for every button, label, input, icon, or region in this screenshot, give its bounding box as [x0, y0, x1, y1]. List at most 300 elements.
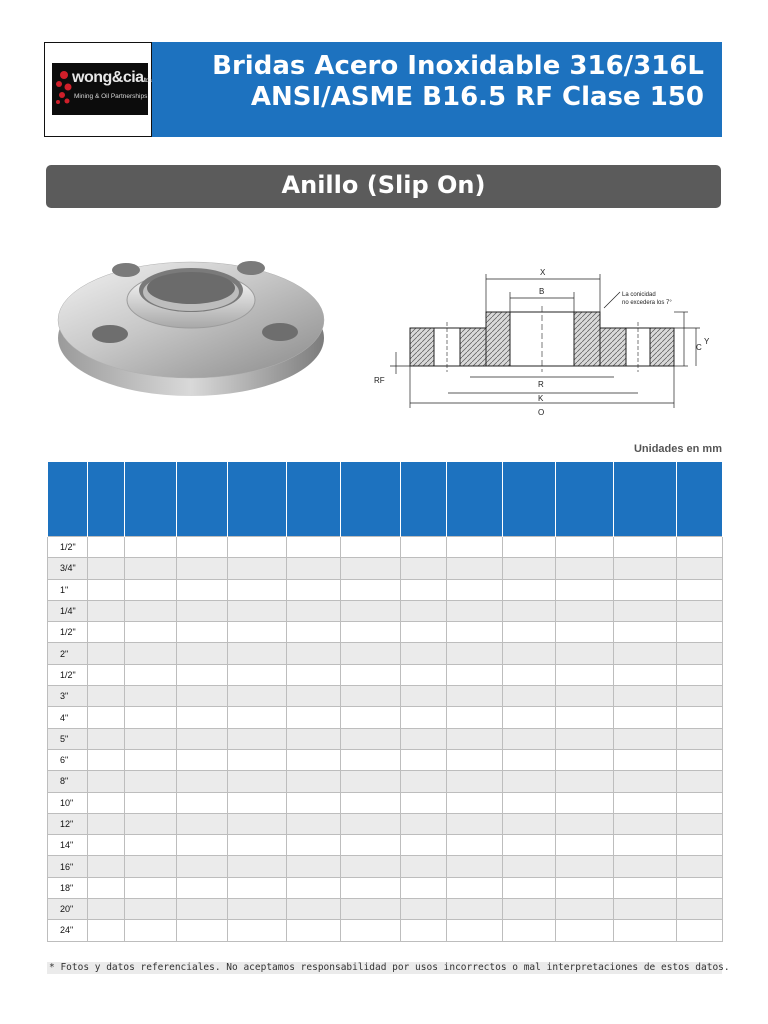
table-cell [287, 686, 341, 707]
table-cell [125, 728, 177, 749]
table-row [48, 813, 723, 834]
section-title: Anillo (Slip On) [281, 171, 486, 199]
table-cell [556, 579, 614, 600]
dim-label-k: K [538, 394, 544, 403]
table-cell [447, 537, 503, 558]
table-header-cell [401, 462, 447, 537]
table-cell [125, 643, 177, 664]
dim-label-r: R [538, 380, 544, 389]
table-cell [177, 877, 228, 898]
table-cell [88, 920, 125, 941]
table-cell [88, 749, 125, 770]
table-cell [503, 686, 556, 707]
table-cell [177, 813, 228, 834]
table-cell [503, 920, 556, 941]
table-row [48, 600, 723, 621]
table-cell [677, 579, 723, 600]
table-cell [556, 749, 614, 770]
table-row [48, 643, 723, 664]
table-cell [228, 558, 287, 579]
table-cell [401, 899, 447, 920]
table-row [48, 664, 723, 685]
table-header-cell [341, 462, 401, 537]
table-cell [177, 899, 228, 920]
dim-label-y: Y [704, 337, 710, 346]
table-cell [125, 813, 177, 834]
table-row [48, 707, 723, 728]
table-cell [88, 813, 125, 834]
table-header-cell [48, 462, 88, 537]
table-cell [503, 579, 556, 600]
table-cell [447, 579, 503, 600]
dim-label-b: B [539, 287, 545, 296]
dimensions-table [47, 462, 722, 942]
nominal-size-cell: 2" [48, 643, 88, 664]
table-header-cell [88, 462, 125, 537]
table-cell [125, 664, 177, 685]
table-cell [287, 771, 341, 792]
table-cell [177, 835, 228, 856]
table-cell [401, 537, 447, 558]
table-cell [88, 707, 125, 728]
table-cell [177, 558, 228, 579]
table-cell [503, 600, 556, 621]
nominal-size-cell: 5" [48, 728, 88, 749]
table-cell [287, 813, 341, 834]
table-cell [556, 537, 614, 558]
table-cell [177, 792, 228, 813]
table-cell [125, 792, 177, 813]
table-cell [341, 835, 401, 856]
table-cell [556, 686, 614, 707]
table-cell [88, 643, 125, 664]
table-cell [228, 600, 287, 621]
table-cell [88, 600, 125, 621]
table-cell [88, 877, 125, 898]
table-cell [447, 707, 503, 728]
table-row [48, 537, 723, 558]
table-cell [556, 899, 614, 920]
flange-photo [56, 248, 326, 398]
table-cell [614, 813, 677, 834]
table-cell [556, 856, 614, 877]
table-cell [614, 686, 677, 707]
table-cell [341, 686, 401, 707]
table-cell [503, 813, 556, 834]
table-cell [401, 558, 447, 579]
table-cell [677, 707, 723, 728]
table-cell [614, 537, 677, 558]
table-cell [556, 771, 614, 792]
logo-badge [52, 63, 152, 115]
table-cell [614, 728, 677, 749]
table-cell [341, 920, 401, 941]
dim-label-x: X [540, 268, 546, 277]
table-cell [125, 600, 177, 621]
nominal-size-cell: 3/4" [48, 558, 88, 579]
table-row [48, 856, 723, 877]
nominal-size-cell: 1/2" [48, 664, 88, 685]
table-cell [447, 749, 503, 770]
table-cell [228, 899, 287, 920]
table-cell [677, 558, 723, 579]
table-cell [401, 749, 447, 770]
table-cell [447, 899, 503, 920]
table-cell [228, 771, 287, 792]
dim-label-c: C [696, 343, 702, 352]
table-cell [177, 622, 228, 643]
table-cell [447, 920, 503, 941]
table-cell [341, 728, 401, 749]
nominal-size-cell: 4" [48, 707, 88, 728]
table-cell [401, 728, 447, 749]
table-cell [125, 920, 177, 941]
table-cell [401, 835, 447, 856]
table-cell [228, 856, 287, 877]
table-cell [614, 877, 677, 898]
table-cell [88, 664, 125, 685]
table-cell [287, 792, 341, 813]
table-cell [125, 749, 177, 770]
table-cell [677, 749, 723, 770]
nominal-size-cell: 16" [48, 856, 88, 877]
table-cell [556, 600, 614, 621]
taper-note-line-1: La conicidad [622, 292, 656, 298]
table-row [48, 899, 723, 920]
table-cell [228, 686, 287, 707]
table-cell [614, 771, 677, 792]
table-cell [228, 579, 287, 600]
table-cell [341, 792, 401, 813]
table-cell [447, 728, 503, 749]
table-row [48, 558, 723, 579]
table-cell [556, 643, 614, 664]
title-banner [152, 42, 722, 137]
table-cell [503, 899, 556, 920]
table-cell [677, 600, 723, 621]
table-cell [677, 771, 723, 792]
table-cell [287, 728, 341, 749]
table-cell [228, 622, 287, 643]
table-cell [401, 813, 447, 834]
title-line-1: Bridas Acero Inoxidable 316/316L [212, 51, 704, 81]
table-cell [177, 749, 228, 770]
table-cell [88, 792, 125, 813]
taper-note-line-2: no excedera los 7° [622, 300, 672, 306]
table-cell [677, 686, 723, 707]
table-cell [228, 920, 287, 941]
table-cell [177, 686, 228, 707]
table-cell [88, 771, 125, 792]
table-cell [341, 877, 401, 898]
table-cell [341, 579, 401, 600]
table-cell [614, 856, 677, 877]
table-cell [177, 600, 228, 621]
nominal-size-cell: 24" [48, 920, 88, 941]
table-cell [556, 877, 614, 898]
page-header [44, 42, 722, 137]
table-header-cell [614, 462, 677, 537]
table-cell [677, 792, 723, 813]
table-cell [341, 771, 401, 792]
table-cell [228, 835, 287, 856]
table-cell [677, 622, 723, 643]
table-cell [503, 877, 556, 898]
table-cell [341, 899, 401, 920]
table-cell [125, 707, 177, 728]
table-cell [287, 558, 341, 579]
table-header-cell [503, 462, 556, 537]
table-cell [677, 899, 723, 920]
nominal-size-cell: 14" [48, 835, 88, 856]
table-cell [447, 600, 503, 621]
table-row [48, 877, 723, 898]
title-line-2: ANSI/ASME B16.5 RF Clase 150 [250, 82, 704, 112]
table-cell [88, 579, 125, 600]
table-cell [556, 728, 614, 749]
table-cell [614, 749, 677, 770]
table-cell [228, 792, 287, 813]
table-cell [556, 558, 614, 579]
table-cell [287, 856, 341, 877]
nominal-size-cell: 1" [48, 579, 88, 600]
table-cell [614, 920, 677, 941]
dim-label-o: O [538, 408, 545, 417]
table-cell [341, 643, 401, 664]
table-cell [503, 707, 556, 728]
table-cell [614, 622, 677, 643]
table-cell [614, 899, 677, 920]
table-cell [177, 643, 228, 664]
table-cell [228, 749, 287, 770]
table-cell [614, 835, 677, 856]
table-header-cell [125, 462, 177, 537]
table-cell [401, 579, 447, 600]
table-cell [503, 622, 556, 643]
table-cell [447, 771, 503, 792]
table-cell [447, 813, 503, 834]
table-header-row [48, 462, 723, 537]
table-cell [228, 877, 287, 898]
table-cell [125, 877, 177, 898]
nominal-size-cell: 12" [48, 813, 88, 834]
table-cell [88, 856, 125, 877]
table-cell [88, 537, 125, 558]
nominal-size-cell: 10" [48, 792, 88, 813]
table-cell [177, 856, 228, 877]
dim-label-rf: RF [374, 376, 385, 385]
table-body [48, 537, 723, 942]
table-cell [614, 558, 677, 579]
table-cell [401, 856, 447, 877]
table-cell [341, 622, 401, 643]
table-cell [125, 771, 177, 792]
nominal-size-cell: 3" [48, 686, 88, 707]
table-cell [503, 558, 556, 579]
table-row [48, 835, 723, 856]
table-header-cell [447, 462, 503, 537]
table-cell [447, 792, 503, 813]
table-cell [503, 749, 556, 770]
table-cell [556, 920, 614, 941]
table-cell [341, 664, 401, 685]
table-cell [401, 877, 447, 898]
table-cell [556, 813, 614, 834]
table-cell [447, 856, 503, 877]
table-cell [503, 664, 556, 685]
table-cell [401, 771, 447, 792]
table-cell [503, 771, 556, 792]
table-cell [401, 686, 447, 707]
table-cell [401, 643, 447, 664]
table-cell [677, 537, 723, 558]
nominal-size-cell: 8" [48, 771, 88, 792]
table-cell [401, 920, 447, 941]
table-cell [228, 813, 287, 834]
table-cell [228, 643, 287, 664]
table-cell [447, 558, 503, 579]
table-cell [447, 622, 503, 643]
table-cell [125, 558, 177, 579]
nominal-size-cell: 20" [48, 899, 88, 920]
table-cell [177, 579, 228, 600]
flange-technical-drawing [372, 262, 722, 422]
table-row [48, 686, 723, 707]
table-cell [614, 579, 677, 600]
table-row [48, 771, 723, 792]
table-cell [287, 622, 341, 643]
units-label: Unidades en mm [633, 443, 722, 455]
table-cell [677, 856, 723, 877]
table-cell [447, 686, 503, 707]
table-cell [88, 686, 125, 707]
table-cell [287, 664, 341, 685]
table-cell [125, 686, 177, 707]
nominal-size-cell: 1/2" [48, 622, 88, 643]
table-row [48, 728, 723, 749]
table-row [48, 579, 723, 600]
table-cell [228, 664, 287, 685]
table-cell [677, 813, 723, 834]
table-cell [614, 600, 677, 621]
table-cell [287, 579, 341, 600]
table-cell [125, 899, 177, 920]
table-cell [556, 622, 614, 643]
table-cell [341, 813, 401, 834]
table-cell [447, 877, 503, 898]
table-row [48, 622, 723, 643]
table-cell [447, 643, 503, 664]
table-row [48, 792, 723, 813]
section-bar [46, 165, 721, 208]
table-cell [88, 558, 125, 579]
table-cell [125, 622, 177, 643]
logo [44, 42, 152, 137]
table-cell [556, 664, 614, 685]
table-cell [177, 707, 228, 728]
table-cell [614, 664, 677, 685]
table-cell [503, 537, 556, 558]
table-cell [401, 664, 447, 685]
table-cell [88, 728, 125, 749]
footnote: * Fotos y datos referenciales. No aceptamos responsabilidad por usos incorrectos o mal interpretaciones de estos datos. [49, 962, 730, 973]
nominal-size-cell: 6" [48, 749, 88, 770]
table-cell [614, 643, 677, 664]
table-cell [287, 877, 341, 898]
table-cell [228, 537, 287, 558]
table-header-cell [177, 462, 228, 537]
table-cell [88, 835, 125, 856]
table-cell [125, 856, 177, 877]
table-cell [447, 835, 503, 856]
table-cell [503, 835, 556, 856]
table-cell [341, 600, 401, 621]
nominal-size-cell: 1/2" [48, 537, 88, 558]
table-header-cell [556, 462, 614, 537]
table-cell [677, 835, 723, 856]
table-cell [677, 877, 723, 898]
table-cell [341, 856, 401, 877]
table-cell [447, 664, 503, 685]
table-cell [556, 792, 614, 813]
table-cell [287, 899, 341, 920]
table-cell [503, 728, 556, 749]
table-cell [287, 707, 341, 728]
table-cell [88, 899, 125, 920]
table-cell [341, 558, 401, 579]
table-row [48, 920, 723, 941]
nominal-size-cell: 18" [48, 877, 88, 898]
table-header-cell [228, 462, 287, 537]
table-cell [177, 728, 228, 749]
table-cell [401, 622, 447, 643]
table-cell [503, 792, 556, 813]
table-cell [614, 707, 677, 728]
table-cell [401, 792, 447, 813]
table-header-cell [287, 462, 341, 537]
logo-mark-icon [54, 67, 74, 107]
table-cell [228, 728, 287, 749]
table-cell [287, 920, 341, 941]
table-cell [287, 537, 341, 558]
table-header-cell [677, 462, 723, 537]
table-cell [177, 920, 228, 941]
table-cell [341, 707, 401, 728]
table-cell [177, 537, 228, 558]
table-cell [287, 643, 341, 664]
table-cell [556, 835, 614, 856]
table-cell [125, 579, 177, 600]
table-cell [228, 707, 287, 728]
table-cell [125, 537, 177, 558]
table-cell [503, 643, 556, 664]
table-cell [88, 622, 125, 643]
table-cell [177, 664, 228, 685]
nominal-size-cell: 1/4" [48, 600, 88, 621]
table-cell [677, 920, 723, 941]
table-cell [401, 600, 447, 621]
table-cell [287, 749, 341, 770]
table-cell [341, 749, 401, 770]
table-cell [556, 707, 614, 728]
table-cell [177, 771, 228, 792]
table-cell [287, 835, 341, 856]
table-cell [125, 835, 177, 856]
table-cell [401, 707, 447, 728]
logo-tagline: Mining & Oil Partnerships [74, 93, 148, 100]
table-row [48, 749, 723, 770]
table-cell [614, 792, 677, 813]
